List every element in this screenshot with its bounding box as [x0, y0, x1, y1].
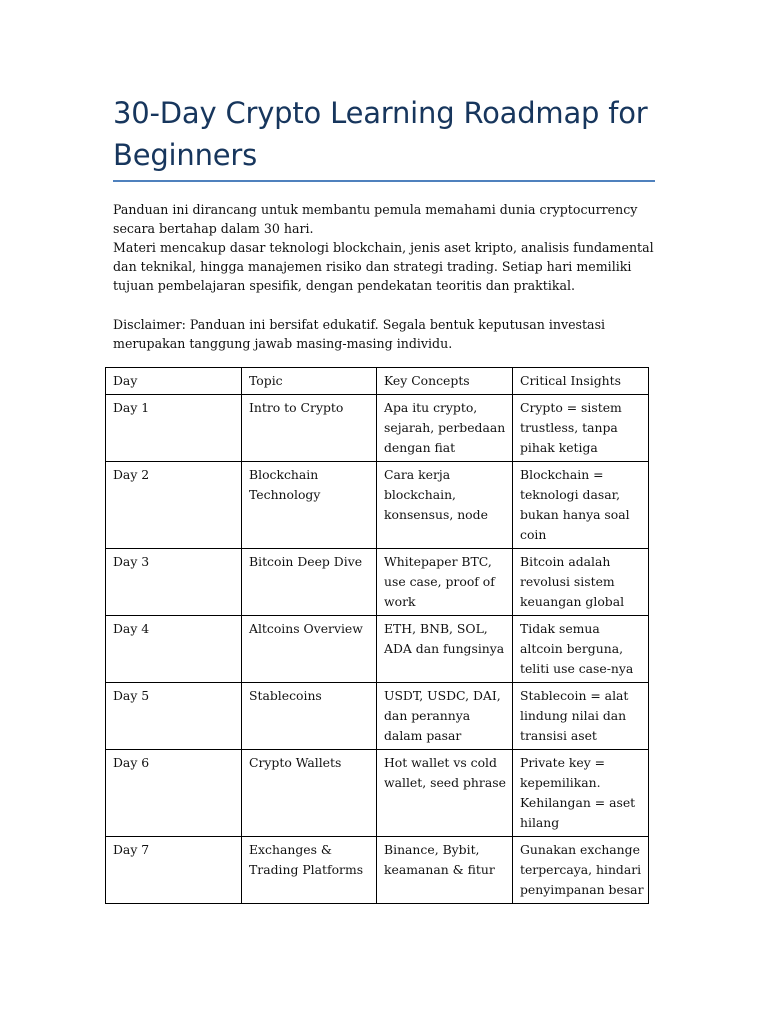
cell-key-concepts: Apa itu crypto, sejarah, perbedaan dengan fiat [377, 395, 513, 462]
cell-key-concepts: Binance, Bybit, keamanan & fitur [377, 837, 513, 904]
cell-topic: Altcoins Overview [242, 616, 377, 683]
intro-paragraph [113, 200, 658, 295]
cell-day: Day 6 [106, 750, 242, 837]
header-day: Day [106, 368, 242, 395]
cell-topic: Blockchain Technology [242, 462, 377, 549]
cell-day: Day 7 [106, 837, 242, 904]
table-row [106, 549, 649, 616]
cell-day: Day 5 [106, 683, 242, 750]
cell-key-concepts: Whitepaper BTC, use case, proof of work [377, 549, 513, 616]
cell-critical-insights: Private key = kepemilikan. Kehilangan = aset hilang [513, 750, 649, 837]
header-topic: Topic [242, 368, 377, 395]
intro-line: Panduan ini dirancang untuk membantu pemula memahami dunia cryptocurrency secara bertahap dalam 30 hari. [113, 202, 638, 236]
cell-day: Day 4 [106, 616, 242, 683]
cell-day: Day 3 [106, 549, 242, 616]
cell-key-concepts: Hot wallet vs cold wallet, seed phrase [377, 750, 513, 837]
table-header-row [106, 368, 649, 395]
cell-topic: Bitcoin Deep Dive [242, 549, 377, 616]
cell-key-concepts: Cara kerja blockchain, konsensus, node [377, 462, 513, 549]
cell-critical-insights: Bitcoin adalah revolusi sistem keuangan global [513, 549, 649, 616]
cell-key-concepts: ETH, BNB, SOL, ADA dan fungsinya [377, 616, 513, 683]
document-title: 30-Day Crypto Learning Roadmap for Beginners [113, 96, 648, 172]
cell-critical-insights: Crypto = sistem trustless, tanpa pihak ketiga [513, 395, 649, 462]
roadmap-table [105, 367, 649, 904]
header-critical-insights: Critical Insights [513, 368, 649, 395]
header-key-concepts: Key Concepts [377, 368, 513, 395]
cell-topic: Exchanges & Trading Platforms [242, 837, 377, 904]
cell-critical-insights: Gunakan exchange terpercaya, hindari penyimpanan besar [513, 837, 649, 904]
table-row [106, 462, 649, 549]
cell-critical-insights: Tidak semua altcoin berguna, teliti use case-nya [513, 616, 649, 683]
table-row [106, 616, 649, 683]
cell-day: Day 2 [106, 462, 242, 549]
disclaimer-text: Disclaimer: Panduan ini bersifat edukatif. Segala bentuk keputusan investasi merupakan tanggung jawab masing-masing individu. [113, 317, 606, 351]
cell-topic: Crypto Wallets [242, 750, 377, 837]
intro-line: Materi mencakup dasar teknologi blockchain, jenis aset kripto, analisis fundamental dan teknikal, hingga manajemen risiko dan strategi trading. Setiap hari memiliki tujuan pembelajaran spesifik, dengan pendekatan teoritis dan praktikal. [113, 240, 654, 293]
table-row [106, 395, 649, 462]
cell-topic: Intro to Crypto [242, 395, 377, 462]
cell-key-concepts: USDT, USDC, DAI, dan perannya dalam pasar [377, 683, 513, 750]
table-row [106, 837, 649, 904]
title-underline [113, 180, 655, 182]
cell-critical-insights: Stablecoin = alat lindung nilai dan transisi aset [513, 683, 649, 750]
cell-topic: Stablecoins [242, 683, 377, 750]
cell-day: Day 1 [106, 395, 242, 462]
cell-critical-insights: Blockchain = teknologi dasar, bukan hanya soal coin [513, 462, 649, 549]
table-row [106, 683, 649, 750]
table-row [106, 750, 649, 837]
